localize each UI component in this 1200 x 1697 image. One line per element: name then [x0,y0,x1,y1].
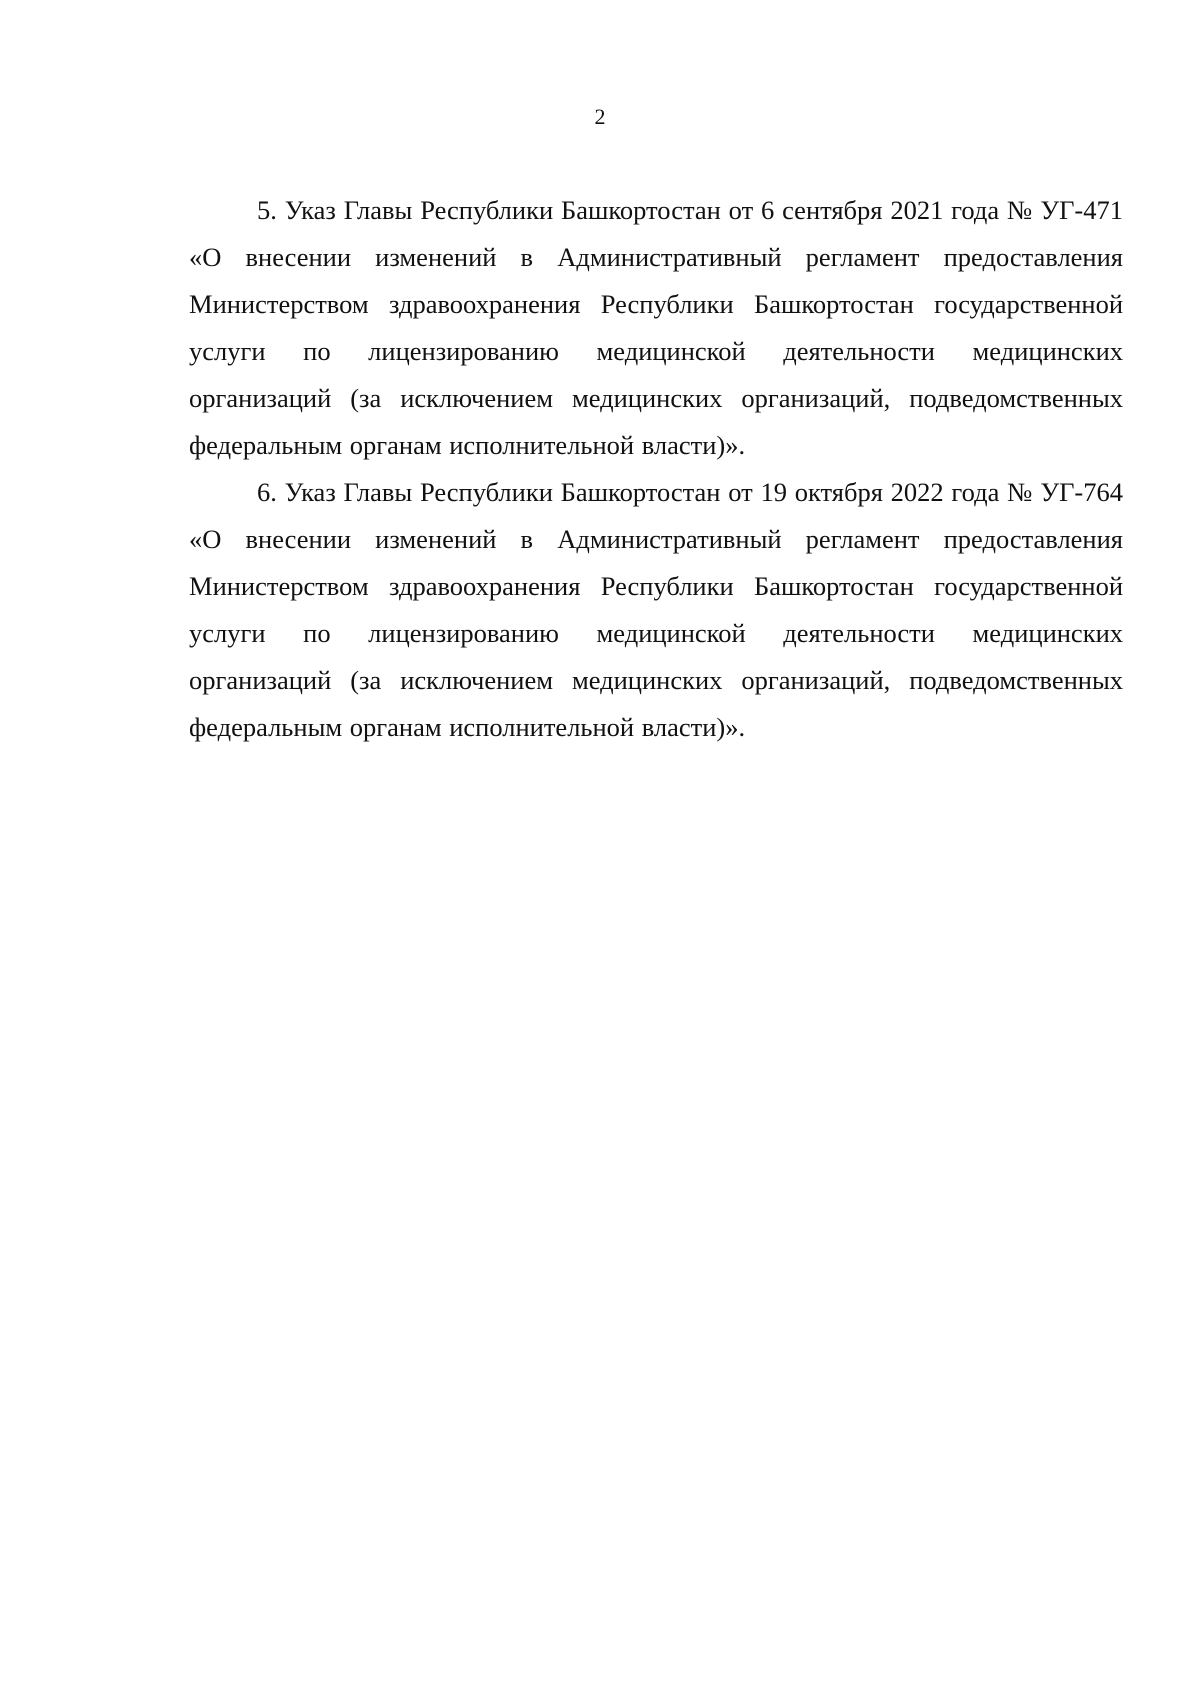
paragraph-item-6: 6. Указ Главы Республики Башкортостан от 19 октября 2022 года № УГ-764 «О внесении изменений в Административный регламент предоставления Министерством здравоохранения Республики Башкортостан государственной услуги по лицензированию медицинской деятельности медицинских организаций (за исключением медицинских организаций, подведомственных федеральным органам исполнительной власти)». [189,477,1123,742]
page-number: 2 [594,104,606,129]
paragraph-item-5: 5. Указ Главы Республики Башкортостан от 6 сентября 2021 года № УГ-471 «О внесении изменений в Административный регламент предоставления Министерством здравоохранения Республики Башкортостан государственной услуги по лицензированию медицинской деятельности медицинских организаций (за исключением медицинских организаций, подведомственных федеральным органам исполнительной власти)». [189,195,1123,460]
document-body [189,187,1123,751]
